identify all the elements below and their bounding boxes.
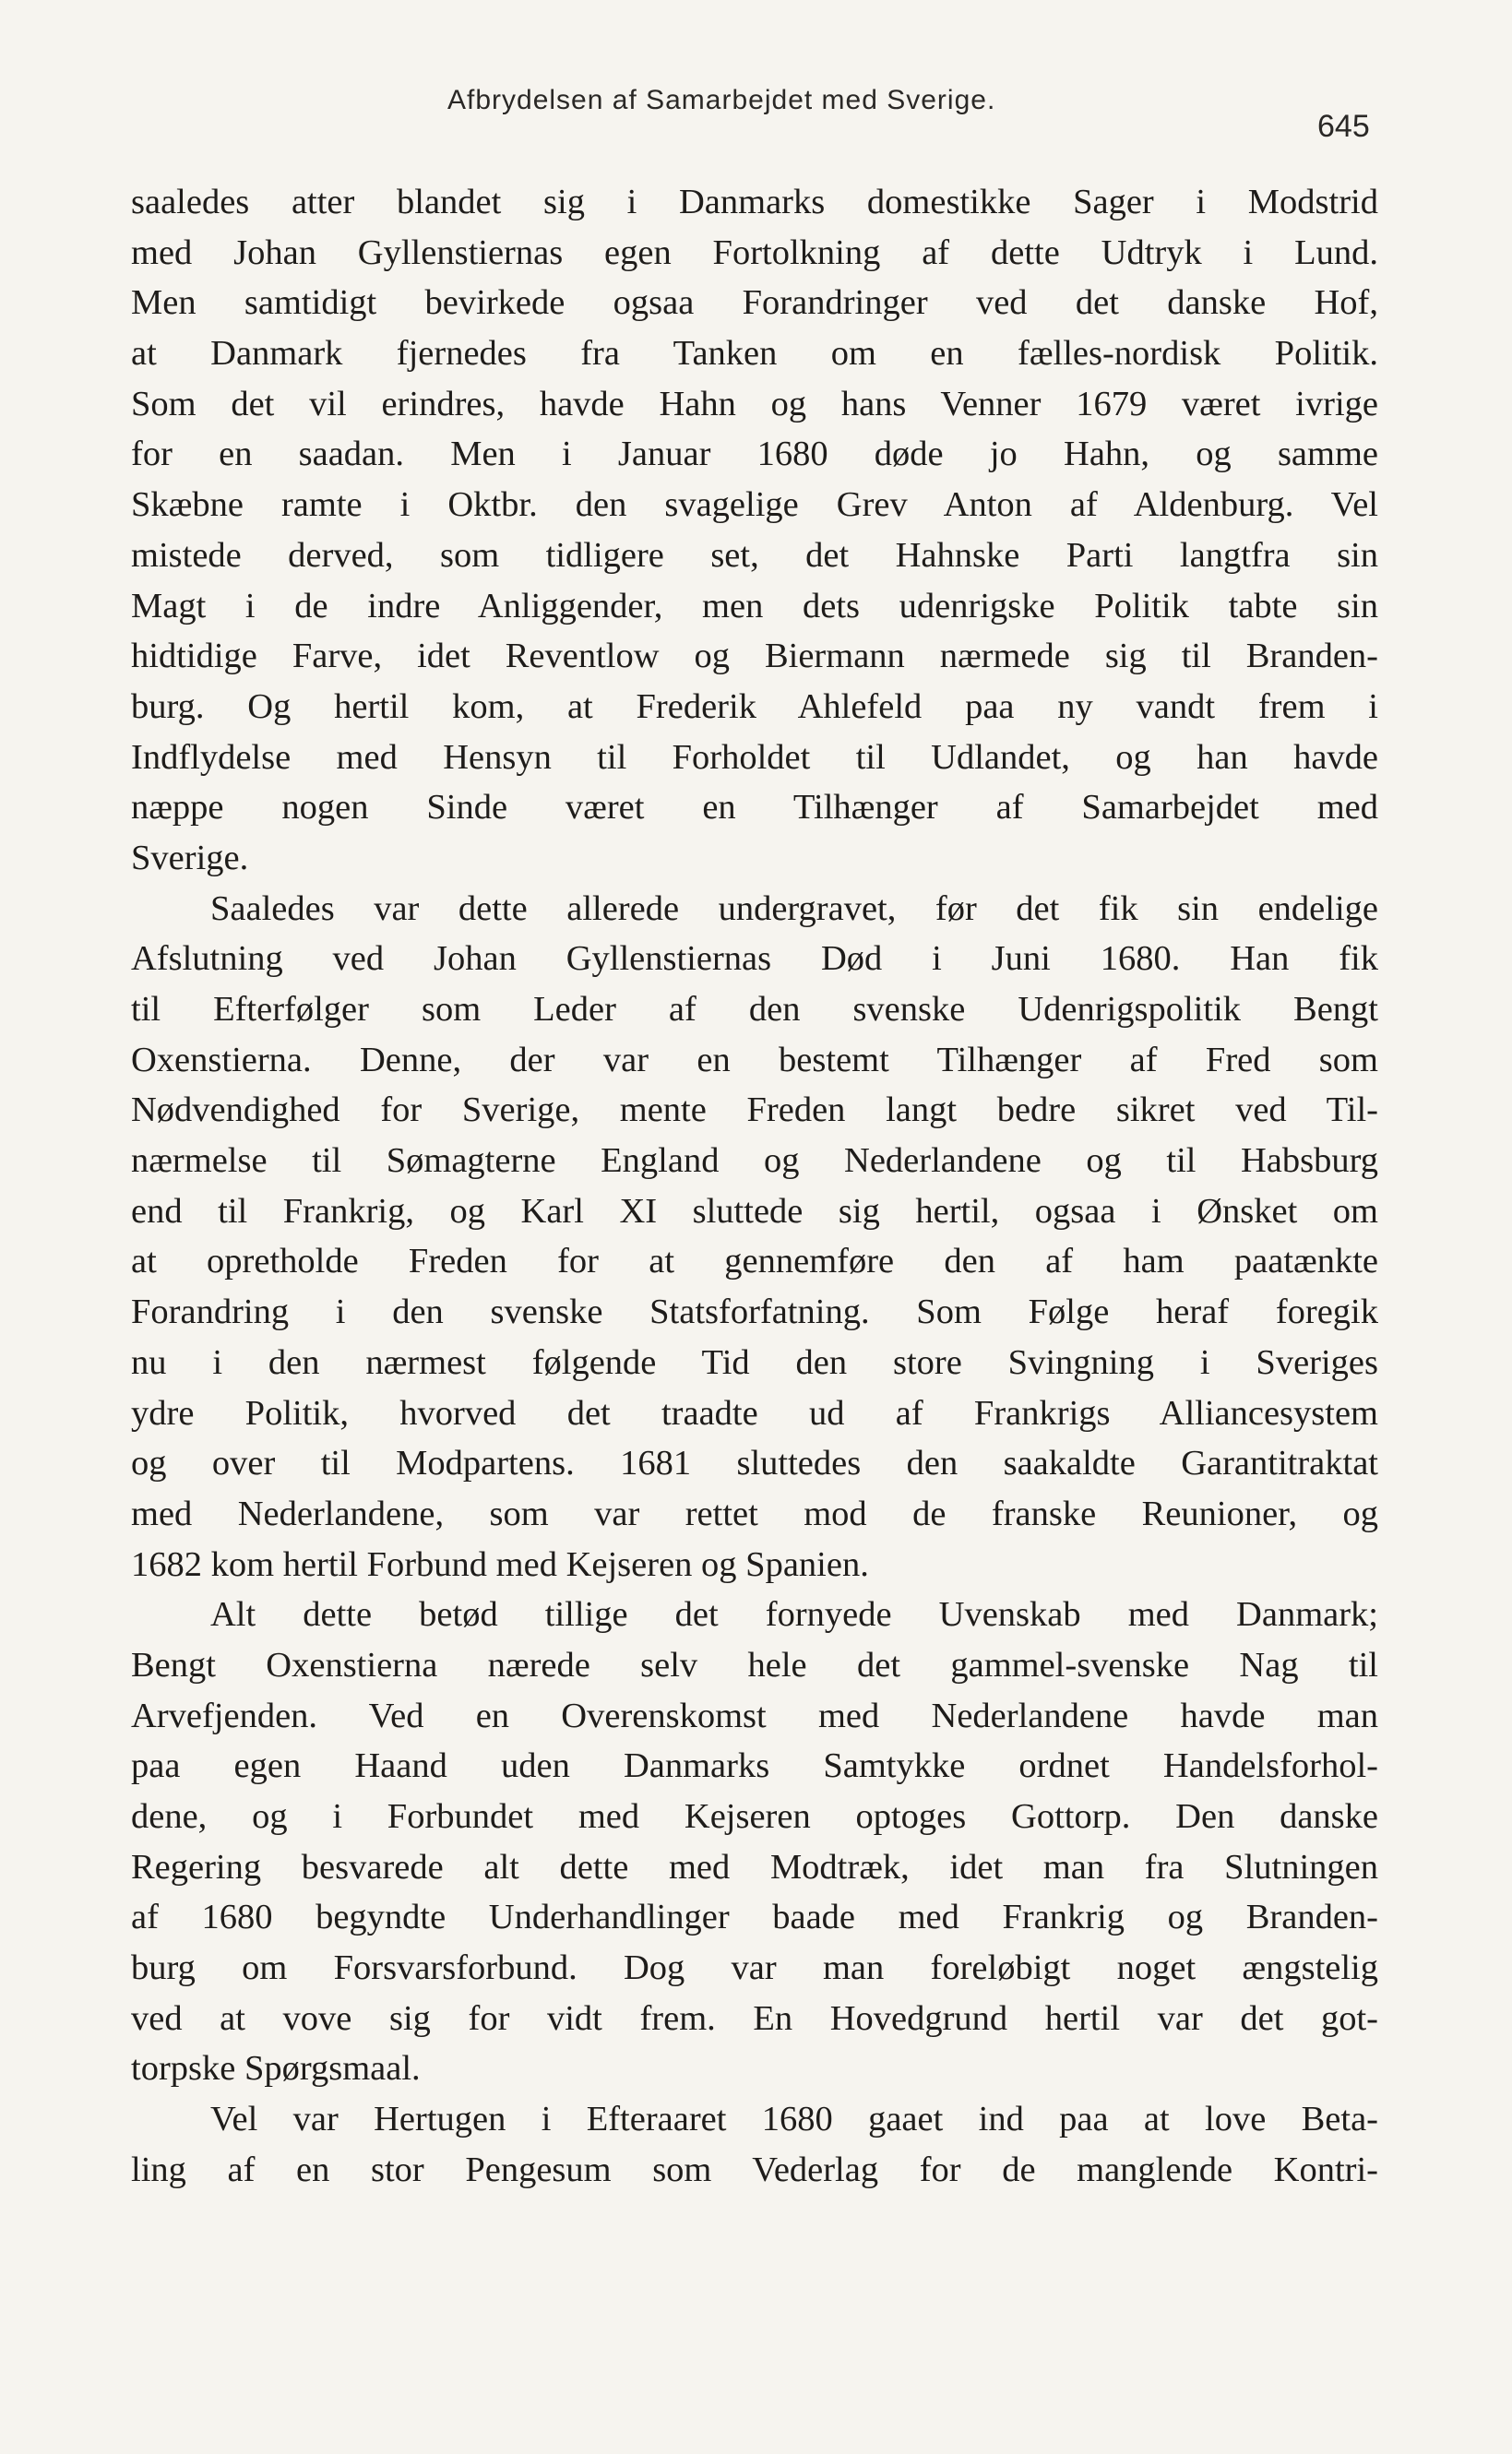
text-line: nærmelse til Sømagterne England og Nederlandene og til Habsburg bbox=[131, 1141, 1378, 1181]
text-line: Nødvendighed for Sverige, mente Freden langt bedre sikret ved Til- bbox=[131, 1090, 1378, 1130]
text-line: ling af en stor Pengesum som Vederlag for de manglende Kontri- bbox=[131, 2150, 1378, 2189]
text-line: Oxenstierna. Denne, der var en bestemt Tilhænger af Fred som bbox=[131, 1040, 1378, 1079]
text-line: Skæbne ramte i Oktbr. den svagelige Grev Anton af Aldenburg. Vel bbox=[131, 485, 1378, 525]
text-line: af 1680 begyndte Underhandlinger baade med Frankrig og Branden- bbox=[131, 1898, 1378, 1937]
text-line: Men samtidigt bevirkede ogsaa Forandringer ved det danske Hof, bbox=[131, 283, 1378, 323]
text-line: Indflydelse med Hensyn til Forholdet til Udlandet, og han havde bbox=[131, 737, 1378, 777]
text-line: burg. Og hertil kom, at Frederik Ahlefeld paa ny vandt frem i bbox=[131, 686, 1378, 726]
text-line: Bengt Oxenstierna nærede selv hele det gammel-svenske Nag til bbox=[131, 1645, 1378, 1685]
text-line: Regering besvarede alt dette med Modtræk, idet man fra Slutningen bbox=[131, 1847, 1378, 1887]
text-line: saaledes atter blandet sig i Danmarks domestikke Sager i Modstrid bbox=[131, 183, 1378, 221]
text-line: at opretholde Freden for at gennemføre den af ham paatænkte bbox=[131, 1242, 1378, 1281]
text-line: torpske Spørgsmaal. bbox=[131, 2049, 421, 2089]
body-text bbox=[131, 177, 1378, 2196]
text-line: Saaledes var dette allerede undergravet, før det fik sin endelige bbox=[210, 888, 1378, 928]
text-line: Forandring i den svenske Statsforfatning. Som Følge heraf foregik bbox=[131, 1293, 1378, 1332]
text-line: at Danmark fjernedes fra Tanken om en fælles-nordisk Politik. bbox=[131, 334, 1378, 374]
text-line: med Johan Gyllenstiernas egen Fortolkning af dette Udtryk i Lund. bbox=[131, 232, 1378, 272]
running-head: Afbrydelsen af Samarbejdet med Sverige. bbox=[447, 85, 996, 115]
text-line: Alt dette betød tillige det fornyede Uvenskab med Danmark; bbox=[210, 1595, 1378, 1635]
text-line: med Nederlandene, som var rettet mod de franske Reunioner, og bbox=[131, 1494, 1378, 1533]
text-line: ydre Politik, hvorved det traadte ud af Frankrigs Alliancesystem bbox=[131, 1393, 1378, 1433]
text-line: hidtidige Farve, idet Reventlow og Biermann nærmede sig til Branden- bbox=[131, 637, 1378, 676]
text-line: Sverige. bbox=[131, 838, 249, 877]
text-line: paa egen Haand uden Danmarks Samtykke ordnet Handelsforhol- bbox=[131, 1746, 1378, 1786]
text-line: Arvefjenden. Ved en Overenskomst med Nederlandene havde man bbox=[131, 1696, 1378, 1735]
text-line: Som det vil erindres, havde Hahn og hans Venner 1679 været ivrige bbox=[131, 384, 1378, 423]
page-number: 645 bbox=[1317, 109, 1370, 144]
text-line: dene, og i Forbundet med Kejseren optoges Gottorp. Den danske bbox=[131, 1797, 1378, 1836]
text-line: 1682 kom hertil Forbund med Kejseren og Spanien. bbox=[131, 1544, 869, 1584]
text-line: end til Frankrig, og Karl XI sluttede sig hertil, ogsaa i Ønsket om bbox=[131, 1191, 1378, 1231]
text-line: Afslutning ved Johan Gyllenstiernas Død i Juni 1680. Han fik bbox=[131, 939, 1378, 979]
text-line: mistede derved, som tidligere set, det Hahnske Parti langtfra sin bbox=[131, 535, 1378, 575]
text-line: Vel var Hertugen i Efteraaret 1680 gaaet ind paa at love Beta- bbox=[210, 2100, 1378, 2139]
text-line: ved at vove sig for vidt frem. En Hovedgrund hertil var det got- bbox=[131, 1998, 1378, 2038]
text-line: og over til Modpartens. 1681 sluttedes den saakaldte Garantitraktat bbox=[131, 1444, 1378, 1483]
text-line: næppe nogen Sinde været en Tilhænger af Samarbejdet med bbox=[131, 788, 1378, 828]
text-line: Magt i de indre Anliggender, men dets udenrigske Politik tabte sin bbox=[131, 586, 1378, 625]
text-line: nu i den nærmest følgende Tid den store Svingning i Sveriges bbox=[131, 1342, 1378, 1382]
text-line: burg om Forsvarsforbund. Dog var man foreløbigt noget ængstelig bbox=[131, 1948, 1378, 1988]
text-line: for en saadan. Men i Januar 1680 døde jo Hahn, og samme bbox=[131, 435, 1378, 474]
text-line: til Efterfølger som Leder af den svenske Udenrigspolitik Bengt bbox=[131, 990, 1378, 1029]
